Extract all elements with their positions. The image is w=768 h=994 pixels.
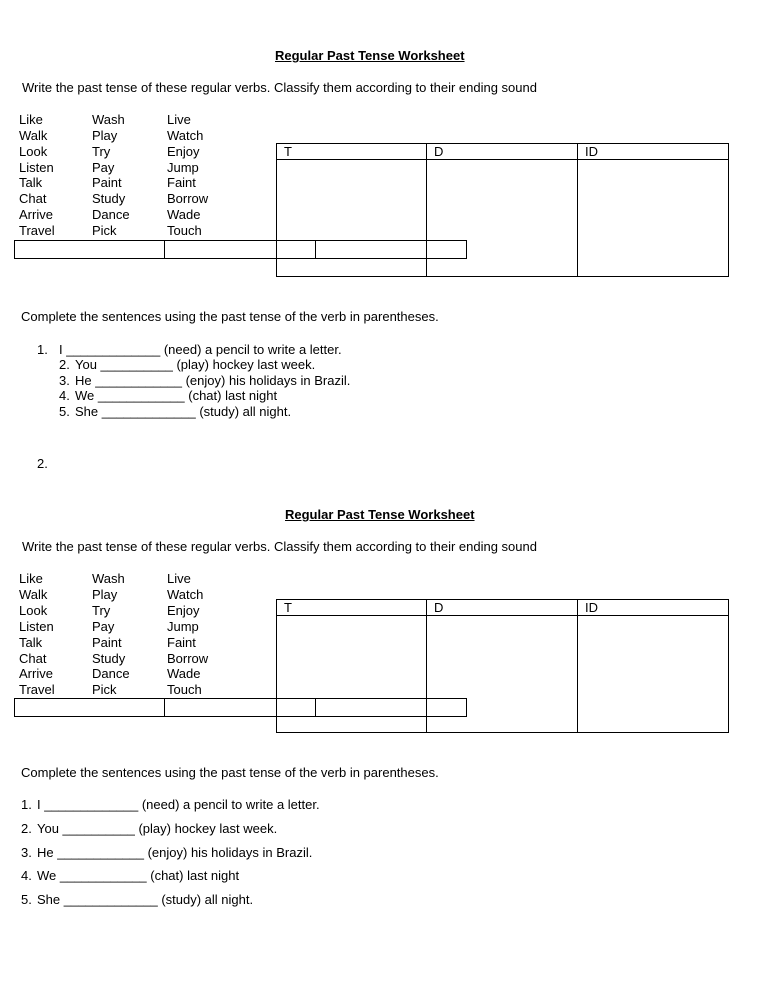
verb-word: Wash [92, 571, 125, 586]
list-number: 3. [21, 845, 32, 860]
verb-instruction: Write the past tense of these regular verbs. Classify them according to their ending sound [22, 539, 537, 554]
verb-word: Arrive [19, 207, 53, 222]
list-number: 1. [21, 797, 32, 812]
verb-word: Look [19, 603, 48, 618]
verb-word: Paint [92, 175, 122, 190]
verb-word: Faint [167, 635, 196, 650]
verb-word: Pick [92, 682, 117, 697]
verb-word: Try [92, 603, 111, 618]
verb-word: Arrive [19, 666, 53, 681]
verb-word: Enjoy [167, 603, 200, 618]
sentence-item: She _____________ (study) all night. [75, 404, 292, 419]
list-number: 5. [59, 404, 70, 419]
sentence-instruction: Complete the sentences using the past tense of the verb in parentheses. [21, 309, 439, 324]
verb-word: Pick [92, 223, 117, 238]
verb-word: Enjoy [167, 144, 200, 159]
verb-word: Watch [167, 587, 204, 602]
answer-strip-divider [315, 240, 316, 259]
page-title: Regular Past Tense Worksheet [285, 507, 475, 522]
sentence-item: We ____________ (chat) last night [75, 388, 278, 403]
table-column-divider [577, 143, 578, 277]
verb-word: Walk [19, 128, 48, 143]
verb-word: Faint [167, 175, 196, 190]
verb-word: Like [19, 112, 43, 127]
answer-strip-divider [164, 698, 165, 717]
verb-word: Live [167, 571, 191, 586]
verb-word: Wade [167, 666, 201, 681]
list-number: 4. [21, 868, 32, 883]
verb-word: Borrow [167, 191, 209, 206]
list-number: 2. [37, 456, 48, 471]
verb-word: Dance [92, 666, 130, 681]
verb-word: Pay [92, 160, 115, 175]
sentence-instruction: Complete the sentences using the past tense of the verb in parentheses. [21, 765, 439, 780]
verb-word: Chat [19, 191, 47, 206]
sentence-item: She _____________ (study) all night. [37, 892, 254, 907]
list-number: 2. [59, 357, 70, 372]
verb-word: Play [92, 587, 118, 602]
verb-word: Live [167, 112, 191, 127]
table-header-d: D [434, 144, 444, 159]
verb-word: Wash [92, 112, 125, 127]
verb-word: Walk [19, 587, 48, 602]
sentence-item: I _____________ (need) a pencil to write a letter. [37, 797, 320, 812]
verb-word: Wade [167, 207, 201, 222]
table-header-d: D [434, 600, 444, 615]
verb-word: Pay [92, 619, 115, 634]
verb-word: Listen [19, 619, 54, 634]
verb-word: Play [92, 128, 118, 143]
answer-strip-border [14, 698, 467, 717]
verb-word: Paint [92, 635, 122, 650]
list-number: 5. [21, 892, 32, 907]
verb-word: Talk [19, 175, 43, 190]
verb-word: Chat [19, 651, 47, 666]
verb-word: Study [92, 191, 126, 206]
verb-word: Travel [19, 223, 55, 238]
table-header-divider [276, 615, 729, 616]
sentence-item: We ____________ (chat) last night [37, 868, 240, 883]
list-number: 4. [59, 388, 70, 403]
verb-instruction: Write the past tense of these regular verbs. Classify them according to their ending sound [22, 80, 537, 95]
table-header-t: T [284, 144, 292, 159]
verb-word: Like [19, 571, 43, 586]
sentence-item: He ____________ (enjoy) his holidays in Brazil. [75, 373, 351, 388]
answer-strip-divider [315, 698, 316, 717]
verb-word: Watch [167, 128, 204, 143]
answer-strip-divider [164, 240, 165, 259]
table-header-id: ID [585, 144, 598, 159]
sentence-item: You __________ (play) hockey last week. [75, 357, 316, 372]
verb-word: Borrow [167, 651, 209, 666]
table-header-id: ID [585, 600, 598, 615]
table-header-divider [276, 159, 729, 160]
verb-word: Look [19, 144, 48, 159]
verb-word: Dance [92, 207, 130, 222]
list-number: 2. [21, 821, 32, 836]
verb-word: Try [92, 144, 111, 159]
page-title: Regular Past Tense Worksheet [275, 48, 465, 63]
sentence-item: You __________ (play) hockey last week. [37, 821, 278, 836]
sentence-item: I _____________ (need) a pencil to write a letter. [59, 342, 342, 357]
verb-word: Study [92, 651, 126, 666]
verb-word: Talk [19, 635, 43, 650]
table-header-t: T [284, 600, 292, 615]
table-column-divider [577, 599, 578, 733]
sentence-item: He ____________ (enjoy) his holidays in Brazil. [37, 845, 313, 860]
verb-word: Touch [167, 223, 202, 238]
list-number: 3. [59, 373, 70, 388]
verb-word: Jump [167, 619, 199, 634]
verb-word: Jump [167, 160, 199, 175]
list-number: 1. [37, 342, 48, 357]
verb-word: Travel [19, 682, 55, 697]
answer-strip-border [14, 240, 467, 259]
verb-word: Listen [19, 160, 54, 175]
verb-word: Touch [167, 682, 202, 697]
